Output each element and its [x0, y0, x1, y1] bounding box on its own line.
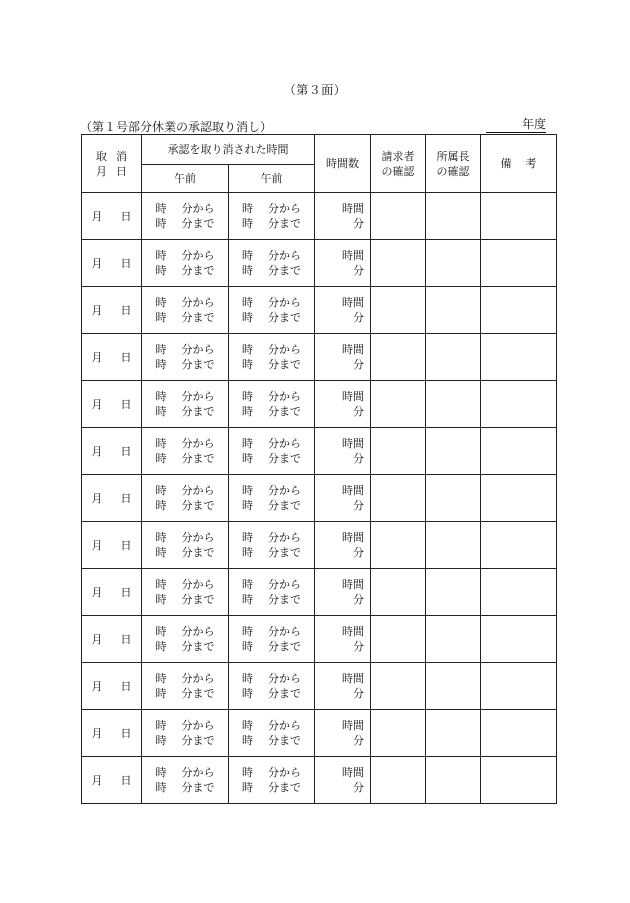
- hours-label: 時間: [342, 296, 364, 309]
- day-label: 日: [120, 727, 132, 740]
- date-cell[interactable]: [82, 240, 142, 287]
- to-minute-label: 分まで: [268, 264, 301, 277]
- hours-label: 時間: [342, 249, 364, 262]
- requester-confirm-cell[interactable]: [371, 569, 426, 616]
- month-label: 月: [91, 633, 103, 646]
- from-hour-label: 時: [155, 531, 167, 544]
- month-label: 月: [91, 210, 103, 223]
- from-hour-label: 時: [155, 390, 167, 403]
- pm-time-cell[interactable]: [229, 569, 315, 616]
- hours-count-cell[interactable]: [315, 240, 371, 287]
- to-minute-label: 分まで: [181, 452, 215, 465]
- table-row: [82, 522, 557, 569]
- from-minute-label: 分から: [181, 766, 215, 779]
- remarks-cell[interactable]: [481, 287, 557, 334]
- hours-label: 時間: [342, 719, 364, 732]
- from-hour-label: 時: [242, 484, 253, 497]
- pm-time-cell[interactable]: [229, 710, 315, 757]
- to-hour-label: 時: [155, 405, 167, 418]
- requester-confirm-cell[interactable]: [371, 616, 426, 663]
- manager-confirm-cell[interactable]: [426, 522, 481, 569]
- to-hour-label: 時: [155, 781, 167, 794]
- from-minute-label: 分から: [181, 719, 215, 732]
- pm-time-cell[interactable]: [229, 522, 315, 569]
- pm-time-cell[interactable]: [229, 616, 315, 663]
- from-hour-label: 時: [242, 672, 253, 685]
- from-minute-label: 分から: [181, 296, 215, 309]
- table-row: [82, 287, 557, 334]
- am-time-cell[interactable]: [142, 381, 229, 428]
- minutes-label: 分: [353, 499, 364, 512]
- from-minute-label: 分から: [268, 296, 301, 309]
- am-time-cell[interactable]: [142, 569, 229, 616]
- to-hour-label: 時: [242, 499, 253, 512]
- from-hour-label: 時: [155, 672, 167, 685]
- pm-time-cell[interactable]: [229, 334, 315, 381]
- to-hour-label: 時: [155, 687, 167, 700]
- from-hour-label: 時: [242, 343, 253, 356]
- pm-time-cell[interactable]: [229, 475, 315, 522]
- month-label: 月: [91, 492, 103, 505]
- from-minute-label: 分から: [268, 766, 301, 779]
- manager-confirm-cell[interactable]: [426, 193, 481, 240]
- pm-time-cell[interactable]: [229, 240, 315, 287]
- hours-count-cell[interactable]: [315, 522, 371, 569]
- hours-count-cell[interactable]: [315, 287, 371, 334]
- minutes-label: 分: [353, 217, 364, 230]
- from-minute-label: 分から: [181, 343, 215, 356]
- hours-count-cell[interactable]: [315, 381, 371, 428]
- fiscal-year-field[interactable]: 年度: [486, 118, 546, 133]
- to-minute-label: 分まで: [268, 734, 301, 747]
- date-cell[interactable]: [82, 428, 142, 475]
- to-minute-label: 分まで: [181, 311, 215, 324]
- hours-count-cell[interactable]: [315, 616, 371, 663]
- from-minute-label: 分から: [181, 672, 215, 685]
- date-cell[interactable]: [82, 710, 142, 757]
- from-hour-label: 時: [242, 437, 253, 450]
- month-label: 月: [91, 727, 103, 740]
- manager-confirm-cell[interactable]: [426, 757, 481, 804]
- header-requester-line2: の確認: [381, 164, 415, 178]
- remarks-cell[interactable]: [481, 710, 557, 757]
- am-time-cell[interactable]: [142, 710, 229, 757]
- table-row: [82, 240, 557, 287]
- to-minute-label: 分まで: [181, 546, 215, 559]
- to-hour-label: 時: [242, 217, 253, 230]
- requester-confirm-cell[interactable]: [371, 381, 426, 428]
- header-requester-confirm: [371, 135, 426, 193]
- remarks-cell[interactable]: [481, 428, 557, 475]
- to-hour-label: 時: [155, 499, 167, 512]
- pm-time-cell[interactable]: [229, 381, 315, 428]
- to-hour-label: 時: [155, 734, 167, 747]
- remarks-cell[interactable]: [481, 381, 557, 428]
- from-hour-label: 時: [242, 719, 253, 732]
- table-row: [82, 428, 557, 475]
- table-row: [82, 616, 557, 663]
- manager-confirm-cell[interactable]: [426, 475, 481, 522]
- requester-confirm-cell[interactable]: [371, 193, 426, 240]
- from-minute-label: 分から: [268, 249, 301, 262]
- to-minute-label: 分まで: [268, 546, 301, 559]
- month-label: 月: [91, 445, 103, 458]
- to-minute-label: 分まで: [181, 687, 215, 700]
- from-minute-label: 分から: [181, 437, 215, 450]
- from-hour-label: 時: [242, 390, 253, 403]
- table-row: [82, 334, 557, 381]
- from-hour-label: 時: [155, 484, 167, 497]
- from-minute-label: 分から: [181, 390, 215, 403]
- page-number-label: （第３面）: [283, 83, 347, 97]
- minutes-label: 分: [353, 781, 364, 794]
- table-row: [82, 663, 557, 710]
- date-cell[interactable]: [82, 475, 142, 522]
- from-minute-label: 分から: [268, 202, 301, 215]
- date-cell[interactable]: [82, 193, 142, 240]
- table-row: [82, 569, 557, 616]
- to-minute-label: 分まで: [181, 640, 215, 653]
- requester-confirm-cell[interactable]: [371, 287, 426, 334]
- header-manager-confirm: [426, 135, 481, 193]
- to-hour-label: 時: [242, 640, 253, 653]
- remarks-cell[interactable]: [481, 757, 557, 804]
- to-minute-label: 分まで: [268, 499, 301, 512]
- am-time-cell[interactable]: [142, 522, 229, 569]
- from-minute-label: 分から: [268, 484, 301, 497]
- from-hour-label: 時: [242, 766, 253, 779]
- minutes-label: 分: [353, 405, 364, 418]
- to-minute-label: 分まで: [268, 687, 301, 700]
- cancellation-table: [81, 134, 557, 804]
- header-cancel-date: [82, 135, 142, 193]
- from-hour-label: 時: [242, 202, 253, 215]
- hours-label: 時間: [342, 672, 364, 685]
- from-hour-label: 時: [155, 202, 167, 215]
- requester-confirm-cell[interactable]: [371, 710, 426, 757]
- to-minute-label: 分まで: [268, 358, 301, 371]
- from-minute-label: 分から: [268, 672, 301, 685]
- to-hour-label: 時: [242, 311, 253, 324]
- header-cancelled-time: 承認を取り消された時間: [142, 135, 315, 165]
- from-minute-label: 分から: [268, 531, 301, 544]
- hours-label: 時間: [342, 202, 364, 215]
- to-hour-label: 時: [155, 264, 167, 277]
- hours-label: 時間: [342, 625, 364, 638]
- to-minute-label: 分まで: [268, 640, 301, 653]
- header-pm: 午前: [229, 165, 315, 193]
- hours-count-cell[interactable]: [315, 569, 371, 616]
- remarks-cell[interactable]: [481, 569, 557, 616]
- month-label: 月: [91, 680, 103, 693]
- month-label: 月: [91, 398, 103, 411]
- month-label: 月: [91, 539, 103, 552]
- from-minute-label: 分から: [268, 578, 301, 591]
- to-minute-label: 分まで: [268, 405, 301, 418]
- remarks-cell[interactable]: [481, 522, 557, 569]
- hours-count-cell[interactable]: [315, 334, 371, 381]
- table-row: [82, 381, 557, 428]
- to-minute-label: 分まで: [181, 264, 215, 277]
- hours-label: 時間: [342, 531, 364, 544]
- header-cancel-date-line1: 取消: [96, 149, 136, 163]
- to-minute-label: 分まで: [181, 734, 215, 747]
- table-row: [82, 757, 557, 804]
- from-hour-label: 時: [242, 578, 253, 591]
- to-hour-label: 時: [155, 217, 167, 230]
- to-minute-label: 分まで: [181, 593, 215, 606]
- date-cell[interactable]: [82, 381, 142, 428]
- from-minute-label: 分から: [268, 719, 301, 732]
- from-minute-label: 分から: [268, 390, 301, 403]
- from-minute-label: 分から: [181, 249, 215, 262]
- from-minute-label: 分から: [268, 625, 301, 638]
- table-row: [82, 710, 557, 757]
- to-hour-label: 時: [155, 640, 167, 653]
- date-cell[interactable]: [82, 663, 142, 710]
- requester-confirm-cell[interactable]: [371, 757, 426, 804]
- to-hour-label: 時: [242, 593, 253, 606]
- remarks-cell[interactable]: [481, 193, 557, 240]
- to-minute-label: 分まで: [268, 781, 301, 794]
- remarks-cell[interactable]: [481, 334, 557, 381]
- to-minute-label: 分まで: [268, 593, 301, 606]
- month-label: 月: [91, 257, 103, 270]
- header-remarks-label: 備考: [500, 157, 551, 170]
- am-time-cell[interactable]: [142, 193, 229, 240]
- date-cell[interactable]: [82, 334, 142, 381]
- pm-time-cell[interactable]: [229, 757, 315, 804]
- remarks-cell[interactable]: [481, 616, 557, 663]
- to-hour-label: 時: [242, 781, 253, 794]
- to-hour-label: 時: [242, 358, 253, 371]
- day-label: 日: [120, 304, 132, 317]
- month-label: 月: [91, 586, 103, 599]
- from-hour-label: 時: [155, 249, 167, 262]
- date-cell[interactable]: [82, 757, 142, 804]
- am-time-cell[interactable]: [142, 757, 229, 804]
- remarks-cell[interactable]: [481, 663, 557, 710]
- manager-confirm-cell[interactable]: [426, 428, 481, 475]
- header-am: 午前: [142, 165, 229, 193]
- requester-confirm-cell[interactable]: [371, 240, 426, 287]
- header-manager-line1: 所属長: [436, 149, 470, 163]
- from-hour-label: 時: [155, 719, 167, 732]
- day-label: 日: [120, 680, 132, 693]
- day-label: 日: [120, 492, 132, 505]
- from-minute-label: 分から: [268, 437, 301, 450]
- day-label: 日: [120, 539, 132, 552]
- table-row: [82, 193, 557, 240]
- hours-count-cell[interactable]: [315, 428, 371, 475]
- from-minute-label: 分から: [181, 202, 215, 215]
- manager-confirm-cell[interactable]: [426, 334, 481, 381]
- from-minute-label: 分から: [181, 578, 215, 591]
- minutes-label: 分: [353, 734, 364, 747]
- requester-confirm-cell[interactable]: [371, 475, 426, 522]
- from-hour-label: 時: [155, 625, 167, 638]
- am-time-cell[interactable]: [142, 428, 229, 475]
- from-minute-label: 分から: [268, 343, 301, 356]
- header-remarks: [481, 135, 557, 193]
- minutes-label: 分: [353, 546, 364, 559]
- to-hour-label: 時: [242, 264, 253, 277]
- requester-confirm-cell[interactable]: [371, 428, 426, 475]
- pm-time-cell[interactable]: [229, 193, 315, 240]
- am-time-cell[interactable]: [142, 616, 229, 663]
- to-hour-label: 時: [242, 687, 253, 700]
- manager-confirm-cell[interactable]: [426, 381, 481, 428]
- remarks-cell[interactable]: [481, 240, 557, 287]
- hours-label: 時間: [342, 343, 364, 356]
- minutes-label: 分: [353, 264, 364, 277]
- minutes-label: 分: [353, 311, 364, 324]
- from-hour-label: 時: [155, 296, 167, 309]
- to-hour-label: 時: [242, 405, 253, 418]
- am-time-cell[interactable]: [142, 240, 229, 287]
- header-manager-line2: の確認: [436, 164, 470, 178]
- pm-time-cell[interactable]: [229, 287, 315, 334]
- from-hour-label: 時: [155, 343, 167, 356]
- day-label: 日: [120, 210, 132, 223]
- pm-time-cell[interactable]: [229, 663, 315, 710]
- day-label: 日: [120, 633, 132, 646]
- to-hour-label: 時: [155, 546, 167, 559]
- minutes-label: 分: [353, 687, 364, 700]
- date-cell[interactable]: [82, 287, 142, 334]
- form-title: （第１号部分休業の承認取り消し）: [80, 120, 273, 134]
- hours-label: 時間: [342, 390, 364, 403]
- from-hour-label: 時: [242, 296, 253, 309]
- header-requester-line1: 請求者: [381, 149, 415, 163]
- from-minute-label: 分から: [181, 531, 215, 544]
- to-hour-label: 時: [155, 593, 167, 606]
- hours-count-cell[interactable]: [315, 710, 371, 757]
- to-minute-label: 分まで: [181, 358, 215, 371]
- hours-count-cell[interactable]: [315, 757, 371, 804]
- to-hour-label: 時: [155, 311, 167, 324]
- requester-confirm-cell[interactable]: [371, 334, 426, 381]
- header-hours-count: 時間数: [315, 135, 371, 193]
- hours-label: 時間: [342, 484, 364, 497]
- manager-confirm-cell[interactable]: [426, 240, 481, 287]
- am-time-cell[interactable]: [142, 663, 229, 710]
- table-row: [82, 475, 557, 522]
- hours-count-cell[interactable]: [315, 663, 371, 710]
- month-label: 月: [91, 774, 103, 787]
- from-hour-label: 時: [242, 531, 253, 544]
- am-time-cell[interactable]: [142, 334, 229, 381]
- from-minute-label: 分から: [181, 484, 215, 497]
- hours-label: 時間: [342, 766, 364, 779]
- from-minute-label: 分から: [181, 625, 215, 638]
- date-cell[interactable]: [82, 569, 142, 616]
- day-label: 日: [120, 586, 132, 599]
- to-minute-label: 分まで: [268, 452, 301, 465]
- day-label: 日: [120, 257, 132, 270]
- date-cell[interactable]: [82, 522, 142, 569]
- am-time-cell[interactable]: [142, 287, 229, 334]
- hours-count-cell[interactable]: [315, 475, 371, 522]
- manager-confirm-cell[interactable]: [426, 710, 481, 757]
- day-label: 日: [120, 445, 132, 458]
- manager-confirm-cell[interactable]: [426, 616, 481, 663]
- pm-time-cell[interactable]: [229, 428, 315, 475]
- manager-confirm-cell[interactable]: [426, 569, 481, 616]
- day-label: 日: [120, 774, 132, 787]
- minutes-label: 分: [353, 593, 364, 606]
- month-label: 月: [91, 304, 103, 317]
- minutes-label: 分: [353, 640, 364, 653]
- am-time-cell[interactable]: [142, 475, 229, 522]
- day-label: 日: [120, 351, 132, 364]
- from-hour-label: 時: [155, 437, 167, 450]
- from-hour-label: 時: [155, 578, 167, 591]
- hours-count-cell[interactable]: [315, 193, 371, 240]
- to-hour-label: 時: [155, 358, 167, 371]
- minutes-label: 分: [353, 452, 364, 465]
- from-hour-label: 時: [155, 766, 167, 779]
- month-label: 月: [91, 351, 103, 364]
- day-label: 日: [120, 398, 132, 411]
- from-hour-label: 時: [242, 625, 253, 638]
- remarks-cell[interactable]: [481, 475, 557, 522]
- hours-label: 時間: [342, 578, 364, 591]
- to-minute-label: 分まで: [268, 217, 301, 230]
- requester-confirm-cell[interactable]: [371, 663, 426, 710]
- minutes-label: 分: [353, 358, 364, 371]
- to-hour-label: 時: [242, 452, 253, 465]
- to-minute-label: 分まで: [181, 499, 215, 512]
- to-minute-label: 分まで: [181, 217, 215, 230]
- hours-label: 時間: [342, 437, 364, 450]
- to-hour-label: 時: [242, 546, 253, 559]
- to-minute-label: 分まで: [181, 781, 215, 794]
- date-cell[interactable]: [82, 616, 142, 663]
- manager-confirm-cell[interactable]: [426, 663, 481, 710]
- requester-confirm-cell[interactable]: [371, 522, 426, 569]
- to-hour-label: 時: [242, 734, 253, 747]
- to-minute-label: 分まで: [268, 311, 301, 324]
- from-hour-label: 時: [242, 249, 253, 262]
- to-hour-label: 時: [155, 452, 167, 465]
- to-minute-label: 分まで: [181, 405, 215, 418]
- manager-confirm-cell[interactable]: [426, 287, 481, 334]
- header-cancel-date-line2: 月日: [96, 164, 136, 178]
